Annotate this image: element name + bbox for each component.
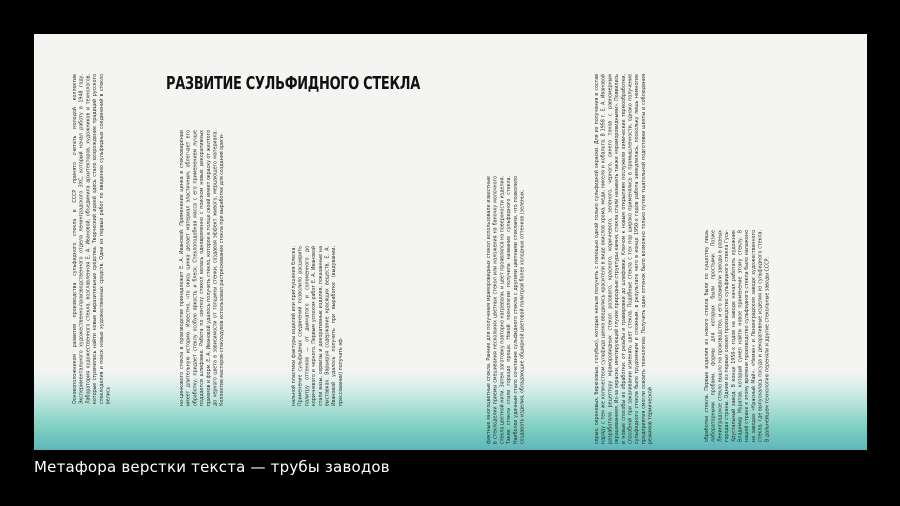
text-column-5: серых, сиреневых, бирюзовых, голубых), которых нельзя получить с помощью одной только сульфидной окраски. Для их получения в состав наряду с тем же количеством сульфида цинка вводились красители в виде окислов хрома, меди, никеля и кобальта. В 1958 г. Е. А. Ивановой разработала рецептуру мраморовидных стекол розового, красного, коричневого, зеленого, черного, синего тонов с равномерным окрашиванием. Из-за окраски, имитирующей глухие природные структуры камня, стекла стали называть также «мраморовидными». Появились и новые способы их обработки: от резьбы и гравировки до шлифовки. Ключом к новым открытиям послужили химические термообработки, способной при закаливании изменять цвет стекла. Подобные стекла с тех пор широко применялись в промышленности, однако получение сульфидного стекла было трудоемким и сложным, в результате чего в конце 1950-х годов работа замедлилась, поскольку лишь немногие предприятия смогли освоить технологию. Получить один оттенок было возможно только путем тщательной подготовки шихты и соблюдения режимов термической <box>594 74 654 444</box>
text-column-3: нальной пластики фактуры изделий или приглушения блеска. Применение сульфидных соединений позволило расширить палитру оттенков — от дымчатого и соломенного до коричневого и черного. Первым успехом работ Е. А. Ивановой стали вазы, сервизы и декоративные изделия, показанные на выставках. Варьируя содержание красящих веществ, Е. А. Ивановой удалось получить при выработке (выдувании, прессовании) получать эф- <box>291 246 344 406</box>
text-column-4: фектные многоцветные стекла. Ранние для получения мраморовидных стекол использовали известные в стеклоделии приемы смешивания нескольких цветных стекол или наложения на баночку молочного стекла цветной нити. Затем заготовку повторно нагревали, и цвет проявлялся на поверхности изделия. Такие стекла стали гораздо проще. Новой технологии получила название сульфидного стекла. Наиболее удачным стало сочетание сульфидного стекла с другими цветными стеклами, что позволило создавать изделия, обладающие обширной цветовой палитрой более холодных оттенков (зеленых, <box>486 176 526 444</box>
slide-title: РАЗВИТИЕ СУЛЬФИДНОГО СТЕКЛА <box>166 74 420 94</box>
slide <box>34 34 867 450</box>
text-column-1: Основоположником развития производства сульфидного стекла в СССР принято считать молодой коллектив Экспериментального художественно-производственного отдела ленинградского ЗХС, который начал работу в 1948 году. Лаборатория художественного стекла, возглавленная Е. А. Ивановой, объединила архитекторов, художников и технологов, которые стремились найти новые выразительные средства. Творческий идеей здесь стало возрождение традиций русского стеклоделия и поиск новых художественных средств. Одни из первых работ по введению сульфидных соединений в стекло велись <box>72 74 112 404</box>
text-column-2: но-цинкового стекла в производстве принадлежит Е. А. Ивановой. Применение цинка в стекловарении имеет длительную историю. Известно, что окись цинка делает материал эластичным, облегчает его обработку, придает стеклу особую яркость и блеск. Стеклоподобная масса с его применением лучше поддается шлифовке. Работа по синтезу стекол велась одновременно с поиском новых декоративных приемов и форм. Е. А. Ивановой удалось получить стекло, которое в толще своей имеет окраску от желтого до черного цвета в зависимости от толщины стенки, создавая эффект живого, мерцающего материала. Коллектив мастеров-стеклодувов использовал растрескивание стекла при выработке для создания ориги- <box>179 130 226 406</box>
text-column-6: обработки стекла. Первые изделия из нового стекла были по существу лишь лабораторными пробами, формы для которых были простыми. Позже Ленинградское стекло вышло на производство, и его осваивали заводы в разных городах страны. Одним из первых освоил производство сульфидного стекла Гусь-Хрустальный завод. В конце 1950-х годов на заводе начал работать художник Владимир Муратов, который сумел найти новое применение этому стеклу. В нашей стране к этому времени производство сульфидного стекла было налажено на заводах «Красный Май», «Неман» и Ленинградском заводе художественного стекла, где выпускалась посуда и декоративные изделия из сульфидного стекла. В дальнейшем технологию переняли и другие стекольные заводы СССР. <box>704 230 770 442</box>
slide-caption: Метафора верстки текста — трубы заводов <box>34 458 390 476</box>
